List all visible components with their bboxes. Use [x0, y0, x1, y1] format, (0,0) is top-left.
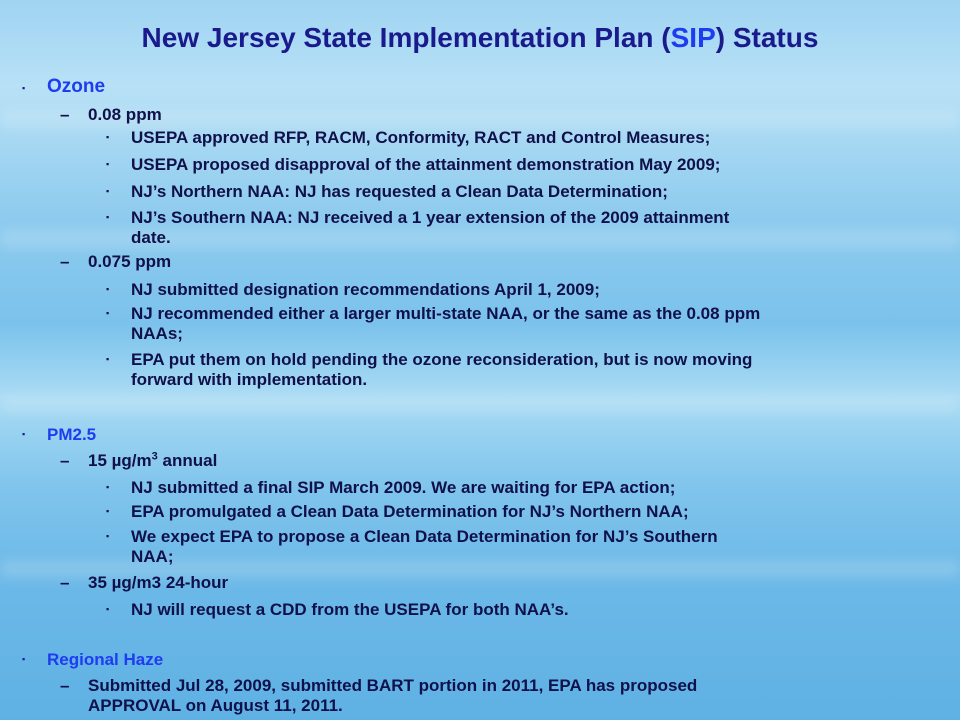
list-item-continuation: date.: [131, 228, 171, 247]
bullet-icon: ▪: [106, 186, 110, 196]
bullet-icon: ▪: [106, 506, 110, 516]
bullet-icon: ▪: [106, 159, 110, 169]
list-item: USEPA approved RFP, RACM, Conformity, RACT and Control Measures;: [131, 128, 711, 147]
list-item-continuation: NAA;: [131, 547, 174, 566]
section-heading-pm25: PM2.5: [47, 425, 97, 444]
bullet-icon: ▪: [106, 604, 110, 614]
bullet-icon: ▪: [22, 429, 26, 439]
sub-heading-008ppm: 0.08 ppm: [88, 105, 162, 124]
list-item: NJ’s Northern NAA: NJ has requested a Clean Data Determination;: [131, 182, 668, 201]
list-item-continuation: APPROVAL on August 11, 2011.: [88, 696, 343, 715]
title-suffix: ) Status: [715, 22, 819, 53]
dash-icon: –: [60, 573, 70, 592]
bullet-icon: ▪: [106, 354, 110, 364]
bullet-icon: ▪: [106, 531, 110, 541]
sub-heading-35ug-24hour: 35 µg/m3 24-hour: [88, 573, 229, 592]
list-item: USEPA proposed disapproval of the attainment demonstration May 2009;: [131, 155, 721, 174]
sub-heading-15ug-annual: [88, 451, 217, 471]
dash-icon: –: [60, 105, 70, 124]
list-item-continuation: NAAs;: [131, 324, 183, 343]
title-highlight: SIP: [670, 22, 716, 53]
list-item: We expect EPA to propose a Clean Data Determination for NJ’s Southern: [131, 527, 718, 546]
bullet-icon: ▪: [22, 83, 26, 93]
dash-icon: –: [60, 676, 70, 695]
sub-heading-0075ppm: 0.075 ppm: [88, 252, 172, 271]
list-item: NJ submitted a final SIP March 2009. We are waiting for EPA action;: [131, 478, 676, 497]
label-text: annual: [157, 451, 218, 470]
page-title: [0, 22, 960, 54]
dash-icon: –: [60, 451, 70, 470]
list-item: NJ submitted designation recommendations April 1, 2009;: [131, 280, 600, 299]
list-item: NJ will request a CDD from the USEPA for both NAA’s.: [131, 600, 569, 619]
label-text: 15 µg/m: [88, 451, 152, 470]
section-heading-regional-haze: Regional Haze: [47, 650, 164, 669]
dash-icon: –: [60, 252, 70, 271]
bullet-icon: ▪: [106, 132, 110, 142]
label-superscript: 3: [151, 450, 158, 463]
bullet-icon: ▪: [106, 482, 110, 492]
section-heading-ozone: Ozone: [47, 76, 106, 97]
bullet-icon: ▪: [106, 308, 110, 318]
list-item: NJ recommended either a larger multi-state NAA, or the same as the 0.08 ppm: [131, 304, 761, 323]
list-item: EPA promulgated a Clean Data Determination for NJ’s Northern NAA;: [131, 502, 689, 521]
list-item: NJ’s Southern NAA: NJ received a 1 year extension of the 2009 attainment: [131, 208, 730, 227]
bullet-icon: ▪: [106, 284, 110, 294]
list-item-continuation: forward with implementation.: [131, 370, 368, 389]
list-item: Submitted Jul 28, 2009, submitted BART portion in 2011, EPA has proposed: [88, 676, 698, 695]
bullet-icon: ▪: [106, 212, 110, 222]
title-prefix: New Jersey State Implementation Plan (: [141, 22, 671, 53]
list-item: EPA put them on hold pending the ozone reconsideration, but is now moving: [131, 350, 753, 369]
bullet-icon: ▪: [22, 654, 26, 664]
background-streak: [0, 395, 960, 413]
